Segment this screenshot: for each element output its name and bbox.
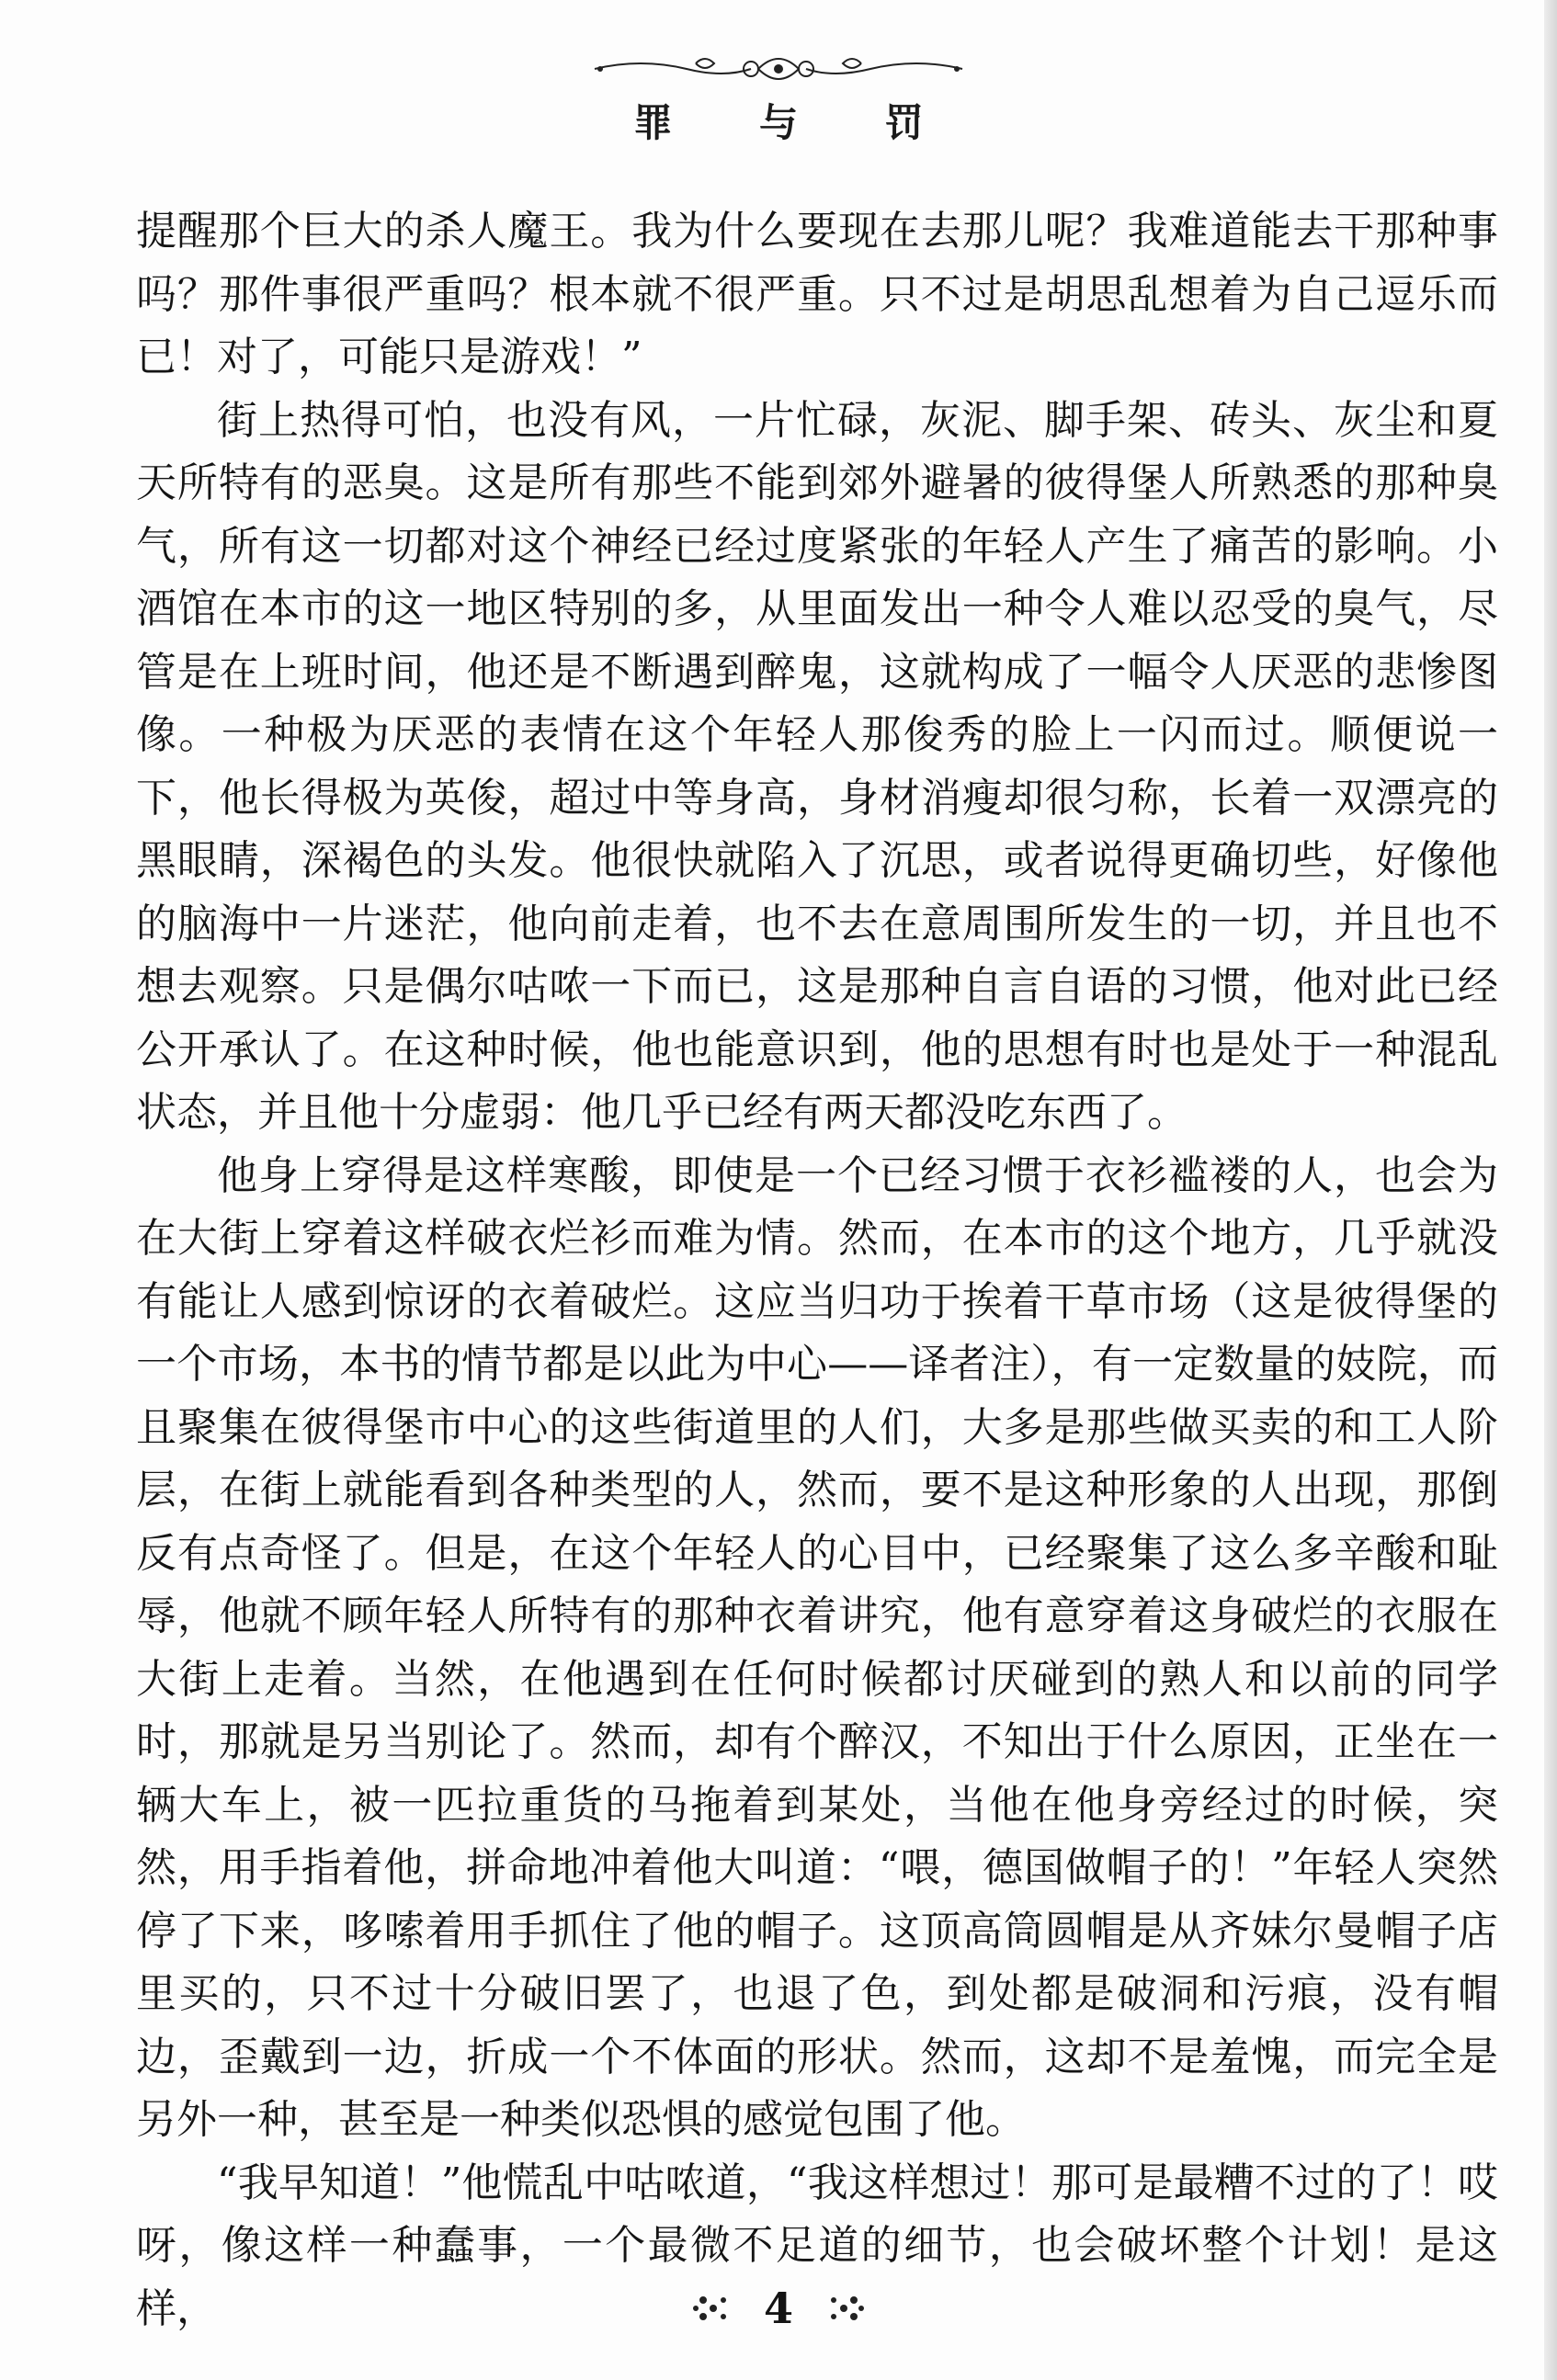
body-text	[136, 200, 1498, 2340]
book-title: 罪 与 罚	[633, 100, 960, 145]
right-flourish-icon	[821, 2292, 867, 2325]
paragraph: 他身上穿得是这样寒酸，即使是一个已经习惯于衣衫褴褛的人，也会为在大街上穿着这样破衣烂衫而难为情。然而，在本市的这个地方，几乎就没有能让人感到惊讶的衣着破烂。这应当归功于挨着干草市场（这是彼得堡的一个市场，本书的情节都是以此为中心——译者注），有一定数量的妓院，而且聚集在彼得堡市中心的这些街道里的人们，大多是那些做买卖的和工人阶层，在街上就能看到各种类型的人，然而，要不是这种形象的人出现，那倒反有点奇怪了。但是，在这个年轻人的心目中，已经聚集了这么多辛酸和耻辱，他就不顾年轻人所特有的那种衣着讲究，他有意穿着这身破烂的衣服在大街上走着。当然，在他遇到在任何时候都讨厌碰到的熟人和以前的同学时，那就是另当别论了。然而，却有个醉汉，不知出于什么原因，正坐在一辆大车上，被一匹拉重货的马拖着到某处，当他在他身旁经过的时候，突然，用手指着他，拼命地冲着他大叫道：“喂，德国做帽子的！”年轻人突然停了下来，哆嗦着用手抓住了他的帽子。这顶高筒圆帽是从齐妹尔曼帽子店里买的，只不过十分破旧罢了，也退了色，到处都是破洞和污痕，没有帽边，歪戴到一边，折成一个不体面的形状。然而，这却不是羞愧，而完全是另外一种，甚至是一种类似恐惧的感觉包围了他。	[136, 1151, 1498, 2143]
paragraph: “我早知道！”他慌乱中咕哝道，“我这样想过！那可是最糟不过的了！哎呀，像这样一种蠢事，一个最微不足道的细节，也会破坏整个计划！是这样，	[136, 2159, 1498, 2332]
running-header	[0, 51, 1557, 148]
page-number: 4	[763, 2284, 793, 2333]
decorative-ornament-icon	[585, 51, 972, 87]
page-footer	[0, 2284, 1557, 2333]
paragraph: 街上热得可怕，也没有风，一片忙碌，灰泥、脚手架、砖头、灰尘和夏天所特有的恶臭。这是所有那些不能到郊外避暑的彼得堡人所熟悉的那种臭气，所有这一切都对这个神经已经过度紧张的年轻人产生了痛苦的影响。小酒馆在本市的这一地区特别的多，从里面发出一种令人难以忍受的臭气，尽管是在上班时间，他还是不断遇到醉鬼，这就构成了一幅令人厌恶的悲惨图像。一种极为厌恶的表情在这个年轻人那俊秀的脸上一闪而过。顺便说一下，他长得极为英俊，超过中等身高，身材消瘦却很匀称，长着一双漂亮的黑眼睛，深褐色的头发。他很快就陷入了沉思，或者说得更确切些，好像他的脑海中一片迷茫，他向前走着，也不去在意周围所发生的一切，并且也不想去观察。只是偶尔咕哝一下而已，这是那种自言自语的习惯，他对此已经公开承认了。在这种时候，他也能意识到，他的思想有时也是处于一种混乱状态，并且他十分虚弱：他几乎已经有两天都没吃东西了。	[136, 396, 1498, 1136]
paragraph: 提醒那个巨大的杀人魔王。我为什么要现在去那儿呢？我难道能去干那种事吗？那件事很严重吗？根本就不很严重。只不过是胡思乱想着为自己逗乐而已！对了，可能只是游戏！”	[136, 208, 1498, 380]
scan-edge-shadow	[1544, 0, 1557, 2380]
left-flourish-icon	[690, 2292, 736, 2325]
